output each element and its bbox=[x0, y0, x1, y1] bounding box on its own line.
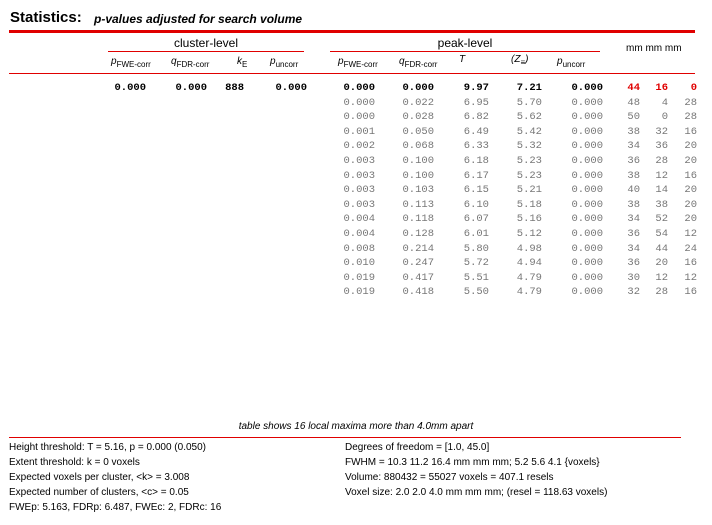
header-cluster-qfdr: $q_{FDR-corr}$ bbox=[171, 56, 210, 69]
table-cell-c-pfwe: 0.000 bbox=[114, 82, 146, 94]
table-cell-z: 28 bbox=[684, 111, 697, 124]
table-cell-p-qfdr: 0.128 bbox=[402, 228, 434, 240]
table-cell-p-qfdr: 0.417 bbox=[402, 271, 434, 284]
table-cell-x: 38 bbox=[627, 125, 640, 138]
table-cell-T: 6.15 bbox=[463, 184, 489, 197]
table-cell-p-qfdr: 0.418 bbox=[402, 286, 434, 299]
table-cell-Z: 4.94 bbox=[516, 257, 542, 270]
table-cell-Z: 5.23 bbox=[516, 155, 542, 167]
table-cell-p-pfwe: 0.000 bbox=[343, 96, 375, 109]
table-cell-x: 40 bbox=[627, 184, 640, 197]
table-cell-x: 38 bbox=[627, 169, 640, 182]
table-cell-p-p: 0.000 bbox=[571, 228, 603, 240]
table-cell-T: 5.51 bbox=[463, 271, 489, 284]
header-peak-pfwe: $p_{FWE-corr}$ bbox=[338, 56, 378, 69]
table-cell-x: 36 bbox=[627, 228, 640, 240]
table-cell-y: 32 bbox=[655, 125, 668, 138]
table-cell-p-pfwe: 0.003 bbox=[343, 198, 375, 211]
table-cell-x: 34 bbox=[627, 213, 640, 226]
table-cell-z: 20 bbox=[684, 184, 697, 197]
table-cell-x: 34 bbox=[627, 242, 640, 255]
footer-text: Voxel size: 2.0 2.0 4.0 mm mm mm; (resel = 118.63 voxels) bbox=[345, 487, 608, 498]
table-cell-p-pfwe: 0.000 bbox=[343, 111, 375, 124]
table-cell-p-qfdr: 0.113 bbox=[402, 198, 434, 211]
table-cell-p-p: 0.000 bbox=[571, 169, 603, 182]
table-cell-y: 28 bbox=[655, 155, 668, 167]
table-cell-c-k: 888 bbox=[225, 82, 244, 94]
table-cell-x: 30 bbox=[627, 271, 640, 284]
table-cell-p-p: 0.000 bbox=[571, 82, 603, 94]
table-cell-T: 6.07 bbox=[463, 213, 489, 226]
table-cell-p-pfwe: 0.004 bbox=[343, 228, 375, 240]
footer-text: Expected voxels per cluster, <k> = 3.008 bbox=[9, 472, 190, 483]
table-cell-y: 54 bbox=[655, 228, 668, 240]
table-cell-z: 12 bbox=[684, 228, 697, 240]
header-cluster-k: $k_E$ bbox=[237, 56, 248, 69]
table-cell-z: 16 bbox=[684, 257, 697, 270]
table-cell-p-qfdr: 0.100 bbox=[402, 169, 434, 182]
table-cell-Z: 5.12 bbox=[516, 228, 542, 240]
header-cluster-pfwe: $p_{FWE-corr}$ bbox=[111, 56, 151, 69]
table-cell-p-qfdr: 0.028 bbox=[402, 111, 434, 124]
table-cell-T: 5.72 bbox=[463, 257, 489, 270]
table-cell-Z: 5.32 bbox=[516, 140, 542, 153]
title-underline bbox=[9, 30, 695, 33]
table-cell-p-qfdr: 0.247 bbox=[402, 257, 434, 270]
table-cell-T: 6.17 bbox=[463, 169, 489, 182]
table-cell-p-p: 0.000 bbox=[571, 257, 603, 270]
footer-text: FWEp: 5.163, FDRp: 6.487, FWEc: 2, FDRc: 16 bbox=[9, 502, 222, 513]
table-cell-y: 20 bbox=[655, 257, 668, 270]
table-cell-p-pfwe: 0.002 bbox=[343, 140, 375, 153]
footer-text: Expected number of clusters, <c> = 0.05 bbox=[9, 487, 189, 498]
table-cell-y: 14 bbox=[655, 184, 668, 197]
table-cell-p-pfwe: 0.019 bbox=[343, 286, 375, 299]
table-cell-x: 34 bbox=[627, 140, 640, 153]
table-cell-p-qfdr: 0.000 bbox=[402, 82, 434, 94]
table-cell-p-p: 0.000 bbox=[571, 155, 603, 167]
table-cell-Z: 5.23 bbox=[516, 169, 542, 182]
table-cell-p-qfdr: 0.103 bbox=[402, 184, 434, 197]
table-cell-p-pfwe: 0.001 bbox=[343, 125, 375, 138]
table-cell-y: 4 bbox=[661, 96, 668, 109]
table-cell-p-qfdr: 0.022 bbox=[402, 96, 434, 109]
table-cell-p-qfdr: 0.100 bbox=[402, 155, 434, 167]
group-cluster-rule bbox=[108, 51, 304, 52]
table-cell-p-p: 0.000 bbox=[571, 242, 603, 255]
header-peak-qfdr: $q_{FDR-corr}$ bbox=[399, 56, 438, 69]
table-cell-x: 36 bbox=[627, 155, 640, 167]
table-cell-p-pfwe: 0.003 bbox=[343, 155, 375, 167]
footer-text: Volume: 880432 = 55027 voxels = 407.1 resels bbox=[345, 472, 554, 483]
table-cell-T: 5.80 bbox=[463, 242, 489, 255]
table-cell-z: 24 bbox=[684, 242, 697, 255]
table-cell-T: 6.82 bbox=[463, 111, 489, 124]
table-cell-x: 36 bbox=[627, 257, 640, 270]
table-cell-z: 12 bbox=[684, 271, 697, 284]
table-cell-p-p: 0.000 bbox=[571, 286, 603, 299]
page-title: Statistics: bbox=[10, 9, 82, 26]
group-cluster-level: cluster-level bbox=[173, 36, 239, 50]
table-cell-p-qfdr: 0.214 bbox=[402, 242, 434, 255]
footer-text: Extent threshold: k = 0 voxels bbox=[9, 457, 140, 468]
table-cell-Z: 4.79 bbox=[516, 286, 542, 299]
table-cell-p-p: 0.000 bbox=[571, 125, 603, 138]
table-cell-z: 16 bbox=[684, 286, 697, 299]
table-cell-Z: 4.98 bbox=[516, 242, 542, 255]
footnote-rule bbox=[9, 437, 681, 438]
header-peak-Z: $(Z_\equiv)$ bbox=[511, 54, 529, 67]
footer-text: Height threshold: T = 5.16, p = 0.000 (0.050) bbox=[9, 442, 206, 453]
table-cell-y: 0 bbox=[661, 111, 668, 124]
table-cell-y: 12 bbox=[655, 169, 668, 182]
table-cell-y: 12 bbox=[655, 271, 668, 284]
table-cell-Z: 5.42 bbox=[516, 125, 542, 138]
table-cell-T: 6.95 bbox=[463, 96, 489, 109]
table-cell-z: 16 bbox=[684, 169, 697, 182]
table-cell-x: 50 bbox=[627, 111, 640, 124]
table-cell-Z: 5.62 bbox=[516, 111, 542, 124]
table-cell-Z: 5.70 bbox=[516, 96, 542, 109]
table-cell-p-pfwe: 0.004 bbox=[343, 213, 375, 226]
table-cell-c-qfdr: 0.000 bbox=[175, 82, 207, 94]
table-cell-p-qfdr: 0.050 bbox=[402, 125, 434, 138]
table-cell-p-pfwe: 0.010 bbox=[343, 257, 375, 270]
table-cell-p-qfdr: 0.068 bbox=[402, 140, 434, 153]
table-cell-x: 48 bbox=[627, 96, 640, 109]
table-cell-p-pfwe: 0.008 bbox=[343, 242, 375, 255]
table-cell-p-pfwe: 0.003 bbox=[343, 184, 375, 197]
footer-text: Degrees of freedom = [1.0, 45.0] bbox=[345, 442, 490, 453]
header-mm: mm mm mm bbox=[626, 43, 682, 54]
table-cell-Z: 7.21 bbox=[516, 82, 542, 94]
header-rule bbox=[9, 73, 695, 74]
table-cell-y: 38 bbox=[655, 198, 668, 211]
table-cell-x: 38 bbox=[627, 198, 640, 211]
table-cell-p-pfwe: 0.019 bbox=[343, 271, 375, 284]
table-cell-T: 6.18 bbox=[463, 155, 489, 167]
table-cell-T: 5.50 bbox=[463, 286, 489, 299]
table-cell-y: 28 bbox=[655, 286, 668, 299]
table-cell-y: 36 bbox=[655, 140, 668, 153]
table-cell-z: 20 bbox=[684, 213, 697, 226]
table-cell-z: 0 bbox=[690, 82, 697, 94]
table-cell-z: 20 bbox=[684, 155, 697, 167]
table-cell-z: 20 bbox=[684, 198, 697, 211]
table-cell-T: 6.10 bbox=[463, 198, 489, 211]
table-cell-p-pfwe: 0.003 bbox=[343, 169, 375, 182]
table-cell-y: 16 bbox=[655, 82, 668, 94]
table-cell-p-p: 0.000 bbox=[571, 198, 603, 211]
table-cell-y: 44 bbox=[655, 242, 668, 255]
table-cell-T: 6.01 bbox=[463, 228, 489, 240]
table-cell-y: 52 bbox=[655, 213, 668, 226]
table-cell-x: 32 bbox=[627, 286, 640, 299]
header-cluster-puncorr: $p_{uncorr}$ bbox=[270, 56, 299, 69]
table-cell-Z: 5.21 bbox=[516, 184, 542, 197]
table-cell-p-p: 0.000 bbox=[571, 111, 603, 124]
group-peak-level: peak-level bbox=[437, 36, 493, 50]
table-cell-Z: 4.79 bbox=[516, 271, 542, 284]
table-cell-T: 6.49 bbox=[463, 125, 489, 138]
table-cell-z: 28 bbox=[684, 96, 697, 109]
table-cell-p-qfdr: 0.118 bbox=[402, 213, 434, 226]
table-cell-p-p: 0.000 bbox=[571, 96, 603, 109]
table-cell-p-p: 0.000 bbox=[571, 271, 603, 284]
footnote: table shows 16 local maxima more than 4.0mm apart bbox=[238, 421, 474, 432]
page-subtitle: p-values adjusted for search volume bbox=[94, 12, 303, 26]
table-cell-Z: 5.18 bbox=[516, 198, 542, 211]
footer-text: FWHM = 10.3 11.2 16.4 mm mm mm; 5.2 5.6 4.1 {voxels} bbox=[345, 457, 600, 468]
table-cell-c-p: 0.000 bbox=[275, 82, 307, 94]
header-peak-puncorr: $p_{uncorr}$ bbox=[557, 56, 586, 69]
table-cell-T: 6.33 bbox=[463, 140, 489, 153]
table-cell-p-p: 0.000 bbox=[571, 184, 603, 197]
table-cell-p-p: 0.000 bbox=[571, 213, 603, 226]
table-cell-p-p: 0.000 bbox=[571, 140, 603, 153]
table-cell-z: 20 bbox=[684, 140, 697, 153]
table-cell-T: 9.97 bbox=[463, 82, 489, 94]
group-peak-rule bbox=[330, 51, 600, 52]
table-cell-x: 44 bbox=[627, 82, 640, 94]
table-cell-Z: 5.16 bbox=[516, 213, 542, 226]
table-cell-z: 16 bbox=[684, 125, 697, 138]
table-cell-p-pfwe: 0.000 bbox=[343, 82, 375, 94]
header-peak-T: T bbox=[459, 54, 466, 65]
